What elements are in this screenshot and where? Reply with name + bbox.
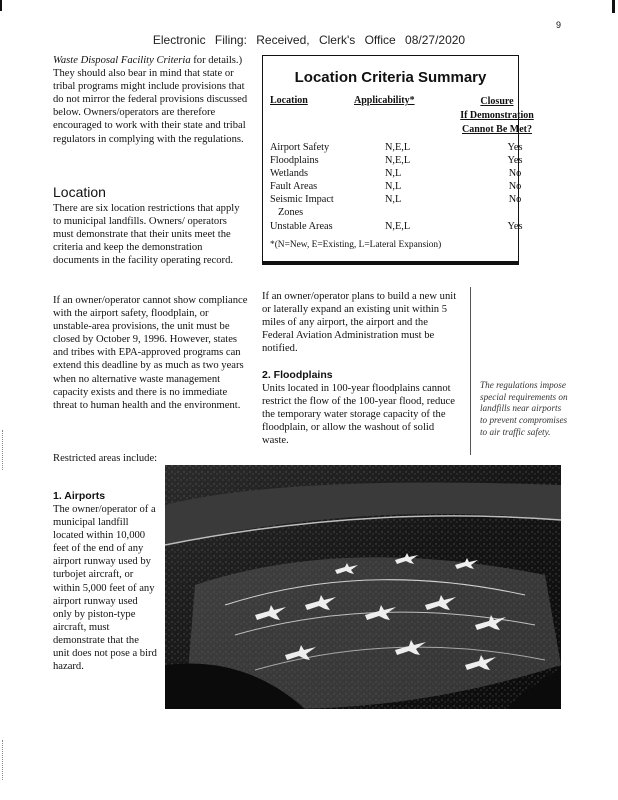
column-header-applicability: Applicability* xyxy=(354,95,415,106)
table-row xyxy=(270,207,510,220)
row-location: Seismic Impact xyxy=(270,194,334,205)
table-row xyxy=(270,181,522,194)
restricted-areas-text: Restricted areas include: xyxy=(53,453,158,464)
row-closure: Yes xyxy=(507,221,523,232)
aerial-photo-airport xyxy=(165,465,561,709)
airport-notification-paragraph: If an owner/operator plans to build a new unit or laterally expand an existing unit within 5 miles of any airport, the airport and the Federal Aviation Administration must be notified. xyxy=(262,291,457,355)
airport-photo-graphic xyxy=(165,465,561,709)
table-row xyxy=(270,194,522,207)
row-applicability: N,L xyxy=(385,168,402,179)
row-applicability: N,E,L xyxy=(385,142,411,153)
airports-paragraph: The owner/operator of a municipal landfill located within 10,000 feet of the end of any airport runway used by turbojet aircraft, or within 5,000 feet of any airport runway used only by piston-type aircraft, must demonstrate that the unit does not pose a bird hazard. xyxy=(53,504,157,673)
row-applicability: N,L xyxy=(385,181,402,192)
location-paragraph-2-text: If an owner/operator cannot show compliance with the airport safety, floodplain, or unstable-area provisions, the unit must be closed by October 9, 1996. However, states and tribes with EPA-approved programs can extend this deadline by as much as two years when no alternative waste management capacity exists and there is no immediate threat to human health and the environment. xyxy=(53,295,248,411)
floodplains-paragraph: Units located in 100-year floodplains cannot restrict the flow of the 100-year flood, reduce the temporary water storage capacity of the floodplain, or allow the washout of solid waste. xyxy=(262,383,455,447)
row-closure: No xyxy=(508,194,522,205)
row-location: Floodplains xyxy=(270,155,319,166)
table-row xyxy=(270,142,523,155)
row-closure: No xyxy=(508,168,522,179)
row-applicability: N,E,L xyxy=(385,221,411,232)
row-location: Zones xyxy=(278,207,304,218)
summary-title: Location Criteria Summary xyxy=(294,69,487,86)
row-closure: No xyxy=(508,181,522,192)
page-number: 9 xyxy=(556,20,562,30)
row-applicability: N,E,L xyxy=(385,155,411,166)
corner-mark-right xyxy=(612,0,615,13)
row-closure: Yes xyxy=(507,142,523,153)
floodplains-heading: 2. Floodplains xyxy=(262,369,333,381)
closure-line-2: If Demonstration xyxy=(460,110,534,121)
margin-marks xyxy=(2,740,7,780)
location-paragraph-1: There are six location restrictions that apply to municipal landfills. Owners/ operators must demonstrate that their units meet the criteria and keep the demonstration documents in the facility operating record. xyxy=(53,203,240,267)
sidebar-note: The regulations impose special requirements on landfills near airports to prevent compromises to air traffic safety. xyxy=(480,380,568,437)
row-applicability: N,L xyxy=(385,194,402,205)
column-divider xyxy=(470,287,471,455)
location-paragraph-2 xyxy=(53,294,248,412)
row-location: Unstable Areas xyxy=(270,221,333,232)
airports-heading: 1. Airports xyxy=(53,490,106,502)
column-header-location: Location xyxy=(270,95,308,106)
intro-paragraph xyxy=(53,54,248,146)
row-location: Airport Safety xyxy=(270,142,330,153)
closure-line-1: Closure xyxy=(480,96,514,107)
table-row xyxy=(270,168,522,181)
location-heading: Location xyxy=(53,184,106,200)
row-location: Fault Areas xyxy=(270,181,318,192)
margin-marks xyxy=(2,430,7,470)
closure-line-3: Cannot Be Met? xyxy=(462,124,532,135)
filing-stamp: Electronic Filing: Received, Clerk's Office 08/27/2020 xyxy=(152,33,466,47)
row-closure: Yes xyxy=(507,155,523,166)
row-location: Wetlands xyxy=(270,168,309,179)
table-row xyxy=(270,155,523,168)
corner-mark-left xyxy=(0,0,2,11)
location-criteria-summary-box xyxy=(262,55,534,265)
summary-footnote: *(N=New, E=Existing, L=Lateral Expansion) xyxy=(270,240,442,250)
column-header-closure xyxy=(447,95,547,137)
intro-text: for details.) They should also bear in mind that state or tribal programs might include provisions that do not mirror the federal provisions discussed below. Owners/operators are therefore encouraged to work with their state and tribal regulators in complying with the regulations. xyxy=(53,55,248,145)
table-row xyxy=(270,221,523,234)
intro-italic-reference: Waste Disposal Facility Criteria xyxy=(53,55,191,66)
